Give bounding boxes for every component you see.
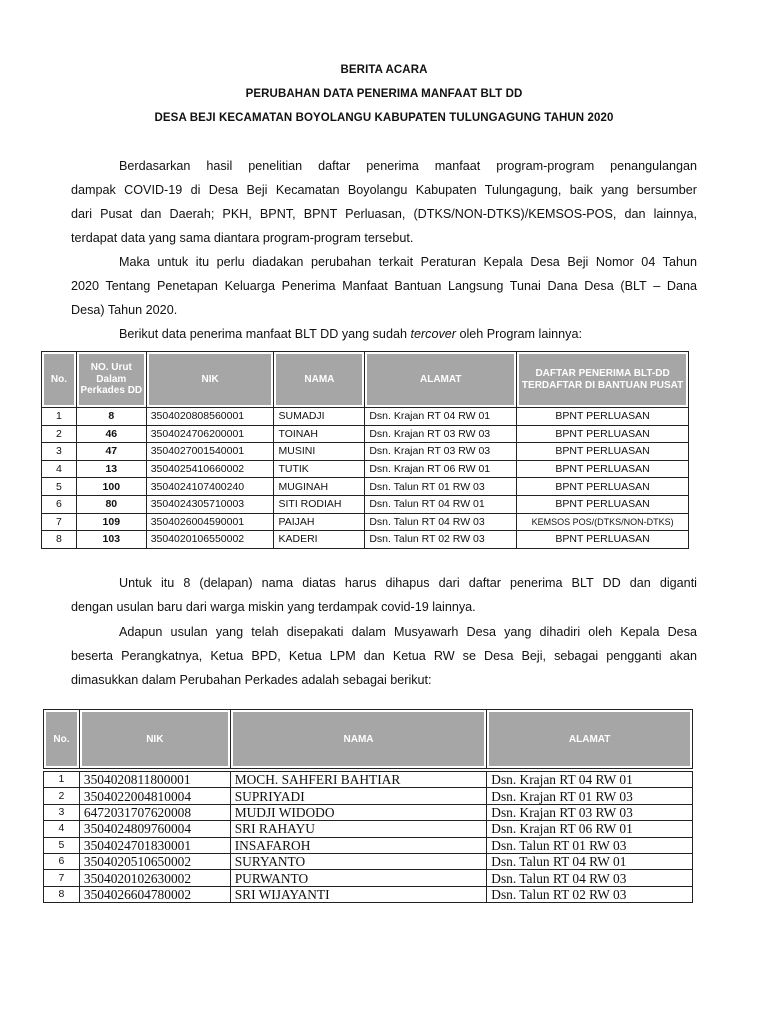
cell-nama: PAIJAH xyxy=(274,513,365,531)
doc-subtitle: PERUBAHAN DATA PENERIMA MANFAAT BLT DD xyxy=(245,88,523,100)
table-row xyxy=(44,837,693,853)
cell-nik: 3504020102630002 xyxy=(79,870,230,886)
table-row xyxy=(44,772,693,788)
table-row xyxy=(44,804,693,820)
cell-nik: 3504026004590001 xyxy=(146,513,274,531)
paragraph-3-italic: tercover xyxy=(410,327,456,341)
cell-urut: 46 xyxy=(76,425,146,443)
cell-no: 3 xyxy=(42,443,77,461)
cell-no: 2 xyxy=(44,788,80,804)
cell-alamat: Dsn. Talun RT 04 RW 01 xyxy=(487,853,693,869)
paragraph-2 xyxy=(71,250,697,322)
cell-nama: TOINAH xyxy=(274,425,365,443)
table-row xyxy=(44,870,693,886)
doc-title: BERITA ACARA xyxy=(340,64,428,76)
cell-no: 6 xyxy=(44,853,80,869)
table-row xyxy=(42,495,689,513)
table-row xyxy=(44,853,693,869)
cell-nik: 3504024701830001 xyxy=(79,837,230,853)
cell-alamat: Dsn. Talun RT 02 RW 03 xyxy=(365,531,517,549)
paragraph-1 xyxy=(71,154,697,250)
cell-no: 1 xyxy=(44,772,80,788)
paragraph-3 xyxy=(71,322,697,346)
cell-nik: 3504024305710003 xyxy=(146,495,274,513)
cell-program: BPNT PERLUASAN xyxy=(517,478,689,496)
cell-program: BPNT PERLUASAN xyxy=(517,425,689,443)
paragraph-2-line: Maka untuk itu perlu diadakan perubahan terkait Peraturan Kepala Desa Beji Nomor 04 Tahun xyxy=(119,255,697,269)
header-urut: NO. Urut Dalam Perkades DD xyxy=(76,352,146,408)
cell-no: 8 xyxy=(44,886,80,902)
header-nama: NAMA xyxy=(230,710,487,769)
cell-program: KEMSOS POS/(DTKS/NON-DTKS) xyxy=(517,513,689,531)
cell-urut: 80 xyxy=(76,495,146,513)
cell-no: 8 xyxy=(42,531,77,549)
cell-nik: 3504020811800001 xyxy=(79,772,230,788)
cell-nama: MUDJI WIDODO xyxy=(230,804,487,820)
cell-no: 7 xyxy=(44,870,80,886)
cell-alamat: Dsn. Krajan RT 03 RW 03 xyxy=(365,425,517,443)
table-row xyxy=(42,531,689,549)
cell-alamat: Dsn. Krajan RT 03 RW 03 xyxy=(487,804,693,820)
cell-no: 5 xyxy=(44,837,80,853)
header-nama: NAMA xyxy=(274,352,365,408)
cell-alamat: Dsn. Talun RT 01 RW 03 xyxy=(487,837,693,853)
cell-nik: 3504024809760004 xyxy=(79,821,230,837)
replacement-recipients-table xyxy=(43,709,693,903)
table-row xyxy=(42,408,689,426)
cell-urut: 8 xyxy=(76,408,146,426)
paragraph-1-line: Berdasarkan hasil penelitian daftar penerima manfaat program-program penangulangan xyxy=(119,159,697,173)
cell-nik: 3504020106550002 xyxy=(146,531,274,549)
cell-nik: 3504020808560001 xyxy=(146,408,274,426)
cell-nama: SRI RAHAYU xyxy=(230,821,487,837)
cell-program: BPNT PERLUASAN xyxy=(517,460,689,478)
table-row xyxy=(42,513,689,531)
cell-no: 5 xyxy=(42,478,77,496)
header-nik: NIK xyxy=(146,352,274,408)
cell-nama: MOCH. SAHFERI BAHTIAR xyxy=(230,772,487,788)
header-alamat: ALAMAT xyxy=(487,710,693,769)
cell-alamat: Dsn. Krajan RT 01 RW 03 xyxy=(487,788,693,804)
cell-nama: SRI WIJAYANTI xyxy=(230,886,487,902)
paragraph-3-suffix: oleh Program lainnya: xyxy=(455,327,582,341)
table-row xyxy=(44,821,693,837)
cell-no: 1 xyxy=(42,408,77,426)
cell-no: 4 xyxy=(42,460,77,478)
cell-urut: 13 xyxy=(76,460,146,478)
cell-nama: SUMADJI xyxy=(274,408,365,426)
cell-no: 2 xyxy=(42,425,77,443)
cell-nik: 3504020510650002 xyxy=(79,853,230,869)
paragraph-1-line: dari Pusat dan Daerah; PKH, BPNT, BPNT Perluasan, (DTKS/NON-DTKS)/KEMSOS-POS, dan lainnya, xyxy=(71,207,697,221)
cell-program: BPNT PERLUASAN xyxy=(517,531,689,549)
cell-no: 6 xyxy=(42,495,77,513)
cell-nama: MUSINI xyxy=(274,443,365,461)
cell-nama: SURYANTO xyxy=(230,853,487,869)
cell-nik: 3504025410660002 xyxy=(146,460,274,478)
cell-nama: INSAFAROH xyxy=(230,837,487,853)
cell-alamat: Dsn. Talun RT 01 RW 03 xyxy=(365,478,517,496)
cell-urut: 47 xyxy=(76,443,146,461)
cell-nama: KADERI xyxy=(274,531,365,549)
cell-program: BPNT PERLUASAN xyxy=(517,495,689,513)
paragraph-4-line: Untuk itu 8 (delapan) nama diatas harus dihapus dari daftar penerima BLT DD dan diganti xyxy=(119,576,697,590)
paragraph-3-prefix: Berikut data penerima manfaat BLT DD yang sudah xyxy=(119,327,411,341)
table-row xyxy=(42,425,689,443)
cell-program: BPNT PERLUASAN xyxy=(517,408,689,426)
cell-no: 3 xyxy=(44,804,80,820)
table-row xyxy=(42,443,689,461)
table-header-row xyxy=(44,710,693,769)
cell-urut: 100 xyxy=(76,478,146,496)
cell-alamat: Dsn. Krajan RT 04 RW 01 xyxy=(487,772,693,788)
cell-alamat: Dsn. Talun RT 04 RW 01 xyxy=(365,495,517,513)
cell-alamat: Dsn. Talun RT 04 RW 03 xyxy=(487,870,693,886)
cell-alamat: Dsn. Krajan RT 06 RW 01 xyxy=(365,460,517,478)
cell-nama: SITI RODIAH xyxy=(274,495,365,513)
header-no: No. xyxy=(42,352,77,408)
cell-nama: TUTIK xyxy=(274,460,365,478)
header-nik: NIK xyxy=(79,710,230,769)
paragraph-4-line: dengan usulan baru dari warga miskin yang terdampak covid-19 lainnya. xyxy=(71,600,476,614)
header-no: No. xyxy=(44,710,80,769)
paragraph-2-line: 2020 Tentang Penetapan Keluarga Penerima Manfaat Bantuan Langsung Tunai Dana Desa (BLT – Dana xyxy=(71,279,697,293)
cell-no: 7 xyxy=(42,513,77,531)
cell-no: 4 xyxy=(44,821,80,837)
doc-subtitle-location: DESA BEJI KECAMATAN BOYOLANGU KABUPATEN TULUNGAGUNG TAHUN 2020 xyxy=(154,112,614,124)
cell-urut: 109 xyxy=(76,513,146,531)
table-header-row xyxy=(42,352,689,408)
cell-nama: MUGINAH xyxy=(274,478,365,496)
cell-nik: 3504022004810004 xyxy=(79,788,230,804)
cell-alamat: Dsn. Krajan RT 04 RW 01 xyxy=(365,408,517,426)
cell-alamat: Dsn. Krajan RT 06 RW 01 xyxy=(487,821,693,837)
paragraph-1-line: dampak COVID-19 di Desa Beji Kecamatan Boyolangu Kabupaten Tulungagung, baik yang bersumber xyxy=(71,183,697,197)
paragraph-2-line: Desa) Tahun 2020. xyxy=(71,303,178,317)
cell-alamat: Dsn. Talun RT 02 RW 03 xyxy=(487,886,693,902)
cell-nik: 3504024107400240 xyxy=(146,478,274,496)
header-alamat: ALAMAT xyxy=(365,352,517,408)
table-row xyxy=(44,886,693,902)
covered-recipients-table xyxy=(41,351,689,549)
paragraph-4 xyxy=(71,571,697,619)
cell-urut: 103 xyxy=(76,531,146,549)
paragraph-5-line: Adapun usulan yang telah disepakati dalam Musyawarh Desa yang dihadiri oleh Kepala Desa xyxy=(119,625,697,639)
paragraph-5 xyxy=(71,620,697,692)
cell-alamat: Dsn. Krajan RT 03 RW 03 xyxy=(365,443,517,461)
paragraph-5-line: beserta Perangkatnya, Ketua BPD, Ketua LPM dan Ketua RW se Desa Beji, sebagai pengganti akan xyxy=(71,649,697,663)
paragraph-1-line: terdapat data yang sama diantara program-program tersebut. xyxy=(71,231,414,245)
cell-nik: 3504024706200001 xyxy=(146,425,274,443)
table-row xyxy=(44,788,693,804)
cell-nik: 3504027001540001 xyxy=(146,443,274,461)
cell-nik: 6472031707620008 xyxy=(79,804,230,820)
cell-nama: PURWANTO xyxy=(230,870,487,886)
header-daftar: DAFTAR PENERIMA BLT-DD TERDAFTAR DI BANTUAN PUSAT xyxy=(517,352,689,408)
paragraph-5-line: dimasukkan dalam Perubahan Perkades adalah sebagai berikut: xyxy=(71,673,432,687)
cell-nama: SUPRIYADI xyxy=(230,788,487,804)
cell-alamat: Dsn. Talun RT 04 RW 03 xyxy=(365,513,517,531)
table-row xyxy=(42,460,689,478)
cell-nik: 3504026604780002 xyxy=(79,886,230,902)
cell-program: BPNT PERLUASAN xyxy=(517,443,689,461)
table-row xyxy=(42,478,689,496)
